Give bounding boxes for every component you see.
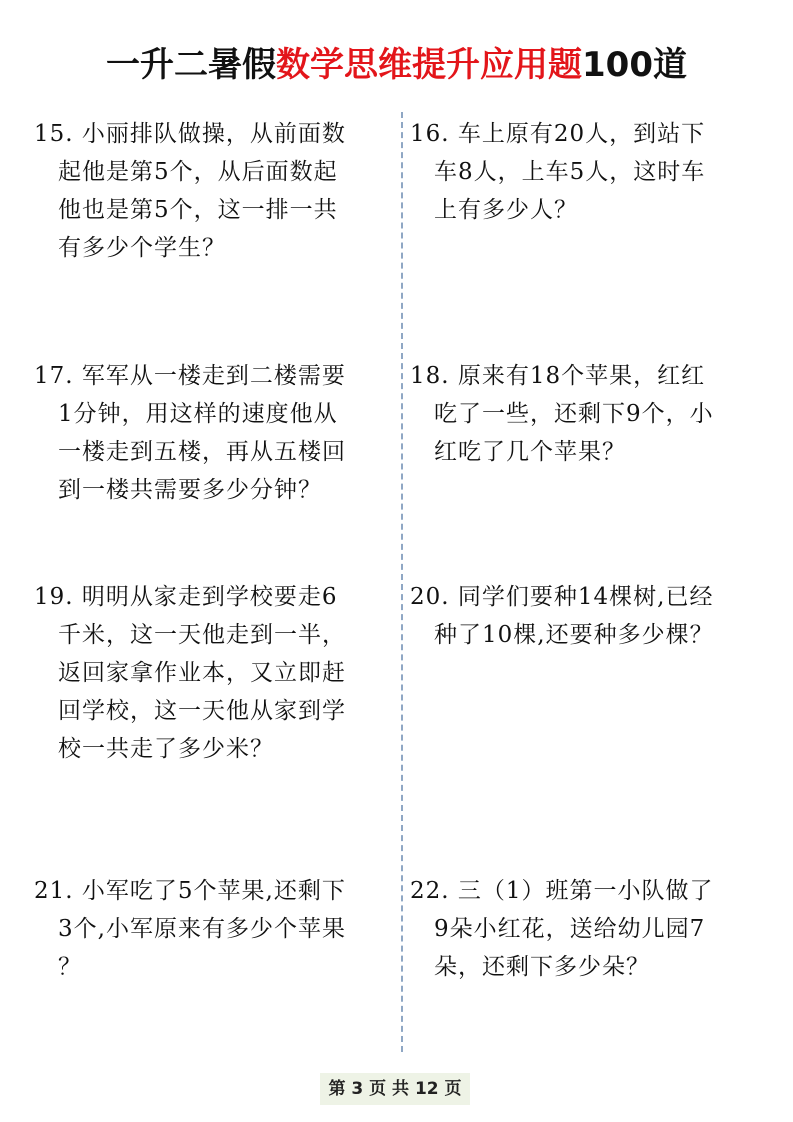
problem-text-line: ？ — [58, 954, 82, 980]
problem-text-line: 红吃了几个苹果？ — [434, 439, 626, 465]
problem-continuation — [410, 153, 770, 229]
problem-first-line — [34, 872, 394, 910]
problem-first-line — [410, 578, 770, 616]
problem-17 — [34, 357, 394, 509]
problem-18 — [410, 357, 770, 471]
page-number-footer: 第 3 页 共 12 页 — [320, 1073, 470, 1105]
problem-text-line: 到一楼共需要多少分钟？ — [58, 477, 322, 503]
problem-continuation — [34, 910, 394, 986]
problem-text-line: 同学们要种14棵树,已经 — [457, 584, 714, 610]
problem-first-line — [410, 357, 770, 395]
problem-text-line: 三（1）班第一小队做了 — [457, 878, 714, 904]
problem-text-line: 种了10棵,还要种多少棵？ — [434, 622, 714, 648]
problem-number: 21. — [34, 878, 74, 904]
problem-text-line: 小军吃了5个苹果,还剩下 — [81, 878, 346, 904]
problem-text-line: 千米，这一天他走到一半， — [58, 622, 346, 648]
problem-text-line: 返回家拿作业本，又立即赶 — [58, 660, 346, 686]
problem-continuation — [410, 910, 770, 986]
problem-number: 16. — [410, 121, 450, 147]
problem-number: 20. — [410, 584, 450, 610]
column-divider — [401, 112, 403, 1052]
title-suffix: 100道 — [582, 45, 687, 85]
problem-text-line: 朵，还剩下多少朵？ — [434, 954, 650, 980]
problem-text-line: 原来有18个苹果，红红 — [457, 363, 706, 389]
problem-number: 17. — [34, 363, 74, 389]
title-black-part: 一升二暑假 — [106, 45, 276, 85]
problem-text-line: 有多少个学生？ — [58, 235, 226, 261]
problem-continuation — [34, 616, 394, 768]
problem-text-line: 小丽排队做操，从前面数 — [81, 121, 346, 147]
problem-first-line — [410, 872, 770, 910]
problem-text-line: 明明从家走到学校要走6 — [81, 584, 338, 610]
problem-22 — [410, 872, 770, 986]
problem-continuation — [34, 395, 394, 509]
page-title — [0, 40, 793, 90]
problem-text-line: 3个,小军原来有多少个苹果 — [58, 916, 346, 942]
problem-number: 19. — [34, 584, 74, 610]
problem-first-line — [34, 357, 394, 395]
problem-first-line — [410, 115, 770, 153]
problem-first-line — [34, 578, 394, 616]
problem-text-line: 他也是第5个，这一排一共 — [58, 197, 338, 223]
problem-number: 18. — [410, 363, 450, 389]
problem-20 — [410, 578, 770, 654]
problem-number: 22. — [410, 878, 450, 904]
problem-text-line: 起他是第5个，从后面数起 — [58, 159, 338, 185]
problem-continuation — [410, 395, 770, 471]
problem-continuation — [34, 153, 394, 267]
problem-text-line: 车8人，上车5人，这时车 — [434, 159, 706, 185]
problem-16 — [410, 115, 770, 229]
problem-15 — [34, 115, 394, 267]
problem-text-line: 9朵小红花，送给幼儿园7 — [434, 916, 706, 942]
problem-text-line: 吃了一些，还剩下9个，小 — [434, 401, 714, 427]
title-red-part: 数学思维提升应用题 — [276, 45, 582, 85]
problem-text-line: 一楼走到五楼，再从五楼回 — [58, 439, 346, 465]
problem-text-line: 军军从一楼走到二楼需要 — [81, 363, 346, 389]
problem-continuation — [410, 616, 770, 654]
problem-number: 15. — [34, 121, 74, 147]
problem-19 — [34, 578, 394, 768]
problem-first-line — [34, 115, 394, 153]
problem-text-line: 车上原有20人，到站下 — [457, 121, 706, 147]
problem-text-line: 回学校，这一天他从家到学 — [58, 698, 346, 724]
problem-21 — [34, 872, 394, 986]
problem-text-line: 上有多少人？ — [434, 197, 578, 223]
problem-text-line: 校一共走了多少米？ — [58, 736, 274, 762]
problem-text-line: 1分钟，用这样的速度他从 — [58, 401, 338, 427]
